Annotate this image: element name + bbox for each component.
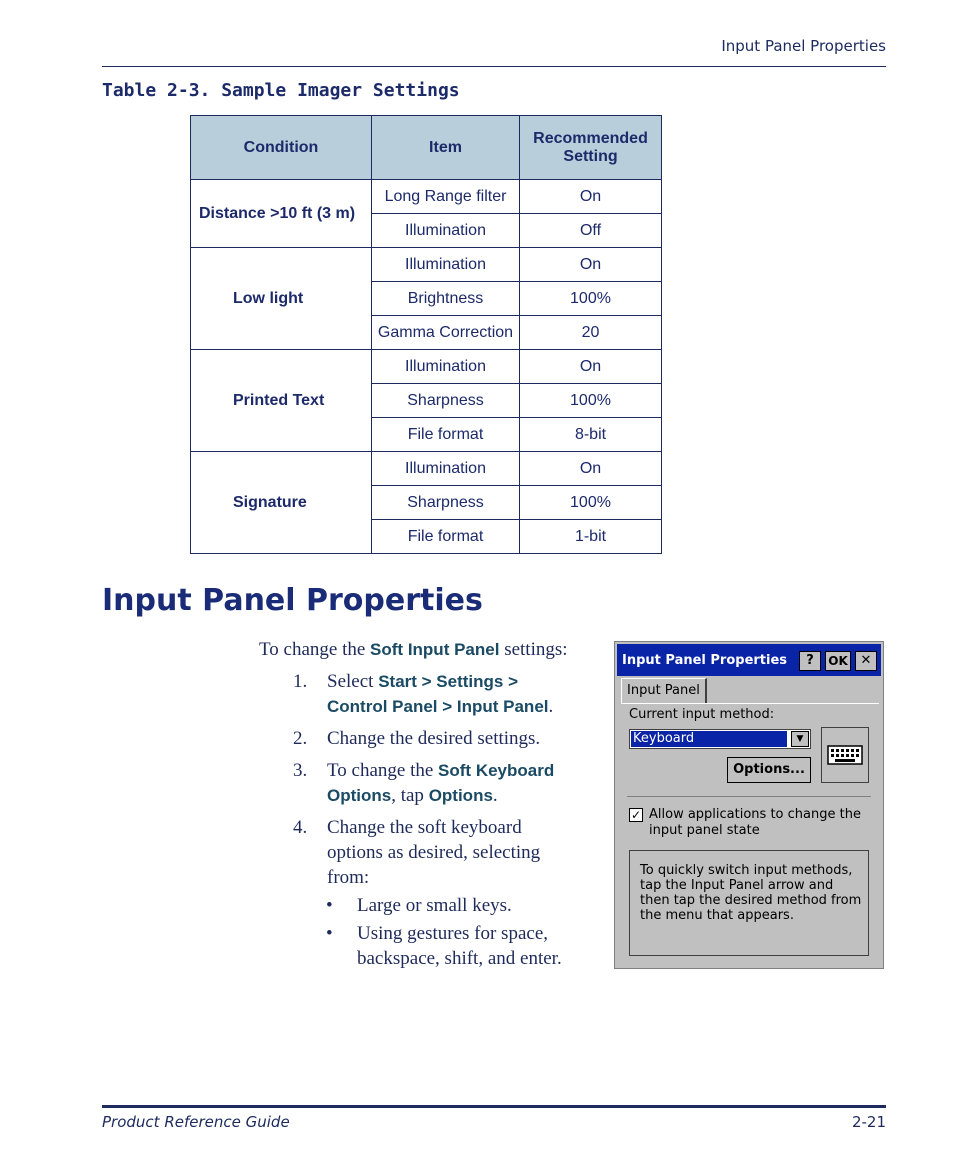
running-header: Input Panel Properties [721,37,886,55]
header-rule [102,66,886,67]
bullet-marker: • [326,923,333,944]
table-row [191,248,662,282]
ui-term: Soft Input Panel [370,640,500,659]
imager-settings-table [190,115,662,554]
ok-button[interactable]: OK [825,651,851,671]
table-row [191,180,662,214]
input-method-value: Keyboard [631,731,787,747]
footer-title: Product Reference Guide [102,1113,290,1131]
allow-apps-label: Allow applications to change the input panel state [649,807,861,838]
bullet-text: Using gestures for space, backspace, shift, and enter. [357,923,562,969]
step-text: To change the [327,760,439,781]
column-header: Recommended Setting [520,116,662,180]
ui-term: Soft Keyboard Options [327,761,555,805]
step-text: Change the soft keyboard options as desired, selecting from: [327,817,541,888]
setting-cell: On [520,248,662,282]
item-cell: Sharpness [372,486,520,520]
table-row [191,350,662,384]
step-text: Change the desired settings. [327,728,541,749]
step-number: 2. [293,728,308,749]
hint-text: To quickly switch input methods, tap the Input Panel arrow and then tap the desired method from the menu that appears. [640,863,862,923]
condition-cell: Distance >10 ft (3 m) [191,180,372,248]
intro-text: To change the [259,639,371,660]
item-cell: File format [372,418,520,452]
setting-cell: On [520,452,662,486]
table-row [191,452,662,486]
intro-paragraph [259,637,568,662]
condition-cell: Signature [191,452,372,554]
allow-apps-checkbox[interactable]: ✓ [630,808,642,822]
tab-panel-edge [621,703,879,704]
table-title: Table 2-3. Sample Imager Settings [102,80,460,101]
item-cell: Illumination [372,350,520,384]
setting-cell: 100% [520,384,662,418]
setting-cell: 20 [520,316,662,350]
item-cell: Illumination [372,452,520,486]
ui-term: Start > Settings > Control Panel > Input Panel [327,672,549,716]
setting-cell: 100% [520,486,662,520]
setting-cell: On [520,350,662,384]
help-button[interactable]: ? [799,651,821,671]
item-cell: Illumination [372,248,520,282]
keyboard-preview [821,727,869,783]
setting-cell: 1-bit [520,520,662,554]
options-button[interactable]: Options... [727,757,811,783]
close-button[interactable]: ✕ [855,651,877,671]
setting-cell: On [520,180,662,214]
footer-rule [102,1105,886,1108]
step-number: 3. [293,760,308,781]
step-number: 1. [293,671,308,692]
input-method-select[interactable] [629,729,811,749]
setting-cell: Off [520,214,662,248]
setting-cell: 8-bit [520,418,662,452]
condition-cell: Low light [191,248,372,350]
item-cell: Gamma Correction [372,316,520,350]
dialog-title: Input Panel Properties [622,653,788,668]
bullet-marker: • [326,895,333,916]
column-header: Item [372,116,520,180]
dialog-titlebar [617,644,881,676]
condition-cell: Printed Text [191,350,372,452]
item-cell: Long Range filter [372,180,520,214]
item-cell: Illumination [372,214,520,248]
tab-input-panel[interactable]: Input Panel [621,678,707,704]
item-cell: Sharpness [372,384,520,418]
item-cell: Brightness [372,282,520,316]
chevron-down-icon[interactable]: ▼ [791,731,809,747]
ui-term: Options [428,786,493,805]
page-number: 2-21 [851,1113,886,1131]
step-text: . [492,785,498,806]
intro-text: settings: [499,639,568,660]
step-text: . [548,696,554,717]
section-heading: Input Panel Properties [102,583,483,618]
divider [627,796,871,797]
item-cell: File format [372,520,520,554]
step-text: , tap [391,785,429,806]
setting-cell: 100% [520,282,662,316]
current-method-label: Current input method: [629,707,775,722]
keyboard-icon [827,745,863,765]
step-number: 4. [293,817,308,838]
step-text: Select [327,671,379,692]
column-header: Condition [191,116,372,180]
table-header-row [191,116,662,180]
input-panel-properties-dialog [614,641,884,969]
bullet-text: Large or small keys. [357,895,512,916]
hint-box [629,850,869,956]
